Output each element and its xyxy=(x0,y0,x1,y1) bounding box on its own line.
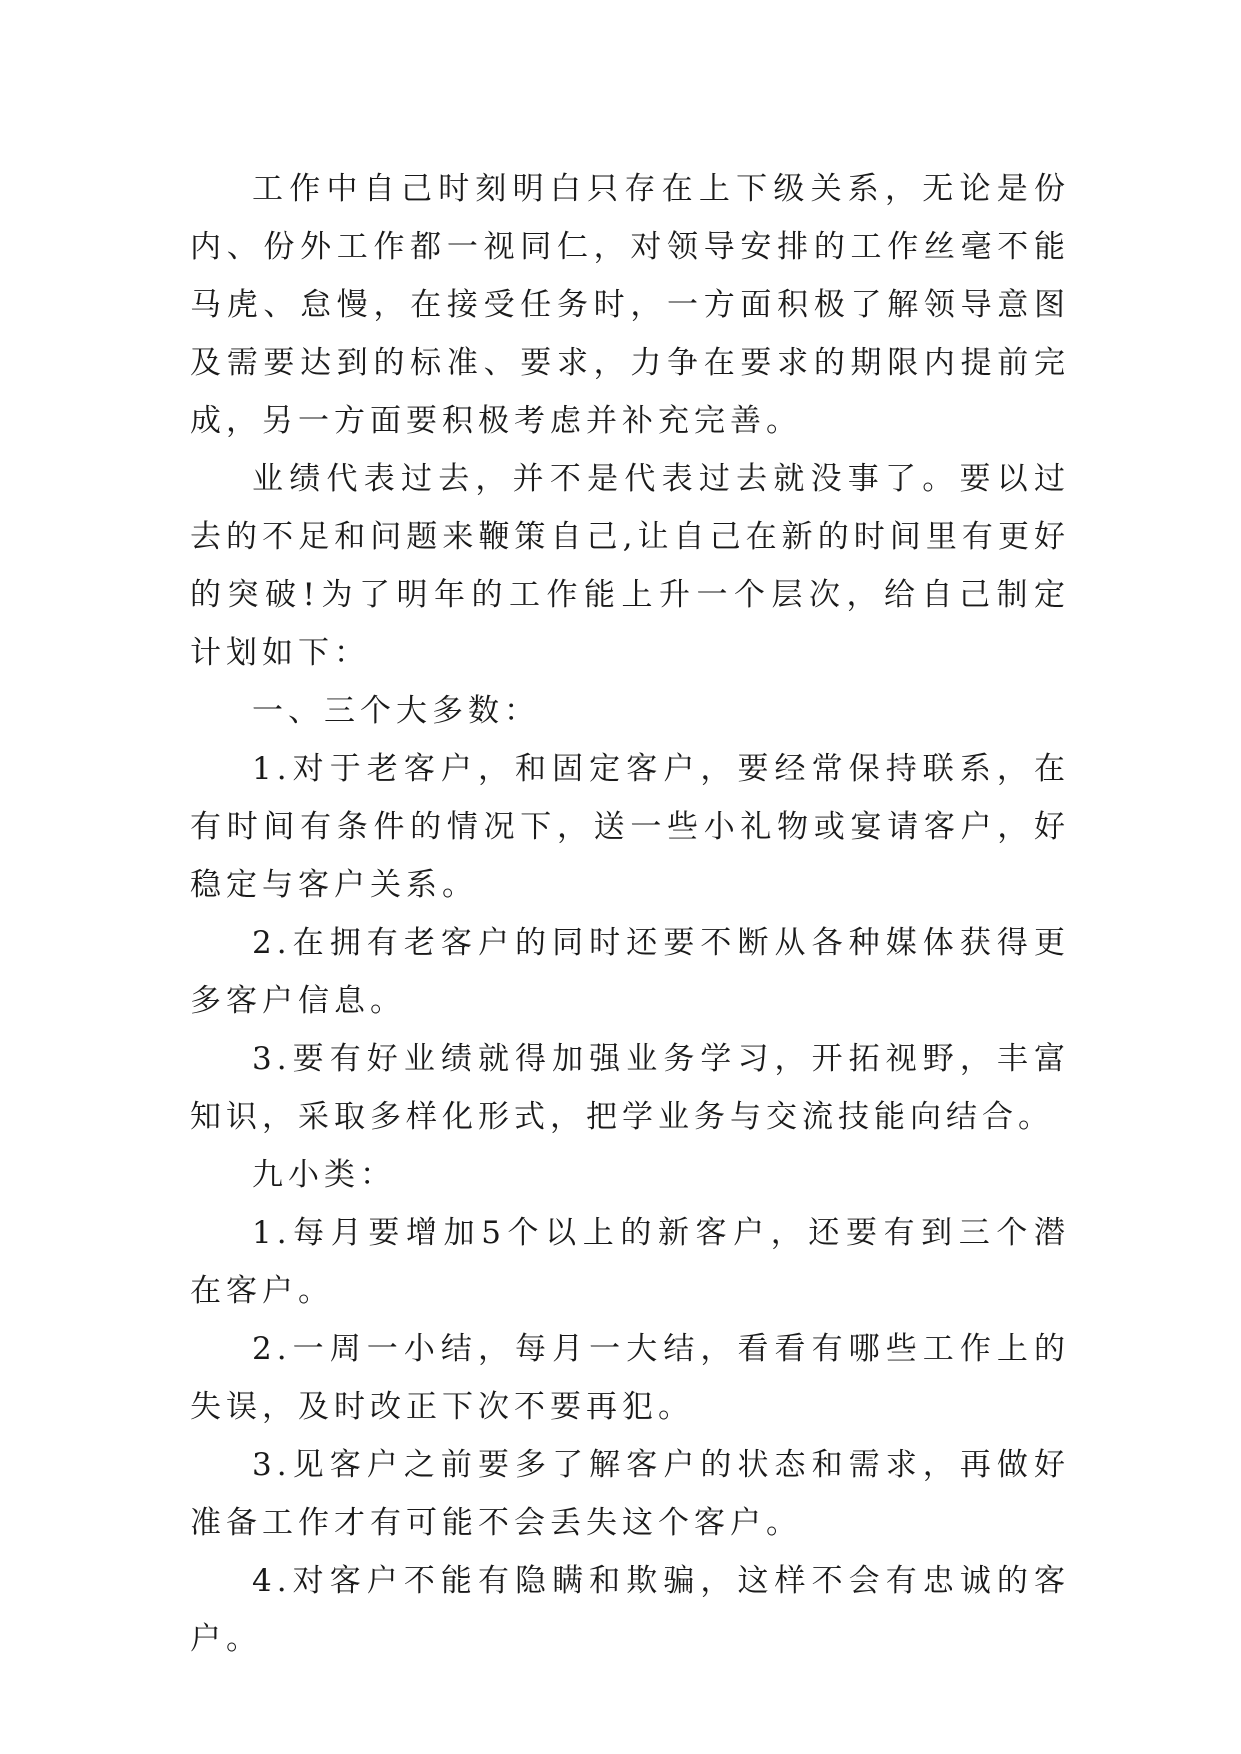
paragraph: 工作中自己时刻明白只存在上下级关系，无论是份内、份外工作都一视同仁，对领导安排的工作丝毫不能马虎、怠慢，在接受任务时，一方面积极了解领导意图及需要达到的标准、要求，力争在要求的期限内提前完成，另一方面要积极考虑并补充完善。 xyxy=(190,171,1070,439)
section-heading: 九小类： xyxy=(252,1157,396,1193)
document-body xyxy=(190,160,1070,1668)
list-item: 2.在拥有老客户的同时还要不断从各种媒体获得更多客户信息。 xyxy=(190,925,1070,1019)
section-heading: 一、三个大多数： xyxy=(252,693,540,729)
list-item: 3.见客户之前要多了解客户的状态和需求，再做好准备工作才有可能不会丢失这个客户。 xyxy=(190,1447,1070,1541)
paragraph: 业绩代表过去，并不是代表过去就没事了。要以过去的不足和问题来鞭策自己,让自己在新的时间里有更好的突破!为了明年的工作能上升一个层次，给自己制定计划如下： xyxy=(190,461,1070,671)
list-item: 3.要有好业绩就得加强业务学习，开拓视野，丰富知识，采取多样化形式，把学业务与交流技能向结合。 xyxy=(190,1041,1070,1135)
list-item: 1.每月要增加5个以上的新客户，还要有到三个潜在客户。 xyxy=(190,1215,1070,1309)
list-item: 1.对于老客户，和固定客户，要经常保持联系，在有时间有条件的情况下，送一些小礼物或宴请客户，好稳定与客户关系。 xyxy=(190,751,1070,903)
list-item: 2.一周一小结，每月一大结，看看有哪些工作上的失误，及时改正下次不要再犯。 xyxy=(190,1331,1070,1425)
list-item: 4.对客户不能有隐瞒和欺骗，这样不会有忠诚的客户。 xyxy=(190,1563,1070,1657)
